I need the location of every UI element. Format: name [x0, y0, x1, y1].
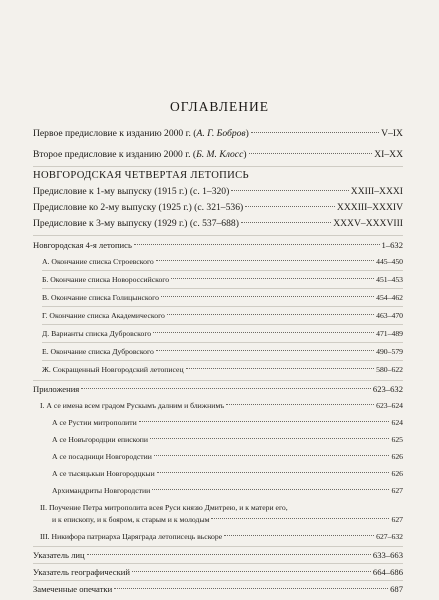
entry-page: 626 [391, 469, 403, 478]
leader-dots [249, 153, 373, 154]
leader-dots [114, 588, 388, 589]
entry-text: Б. Окончание списка Новороссийского [42, 275, 170, 284]
entry-page: V–IX [381, 128, 403, 139]
entry-page: 580–622 [376, 365, 403, 374]
entry-page: 624 [391, 418, 403, 427]
toc-subentry [52, 469, 403, 478]
entry-text: Предисловие к 1-му выпуску (1915 г.) (с. 1–320) [33, 186, 230, 197]
toc-subentry [40, 401, 403, 410]
toc-subentry [40, 532, 403, 541]
entry-page: 626 [391, 452, 403, 461]
toc-entry-second-preface [33, 149, 403, 160]
leader-dots [157, 472, 390, 473]
toc-entry-issue-3 [33, 218, 403, 229]
entry-author: А. Г. Бобров [196, 128, 246, 139]
leader-dots [156, 350, 374, 351]
toc-subentry [42, 275, 403, 284]
entry-page: 1–632 [381, 240, 403, 250]
toc-subentry [52, 435, 403, 444]
entry-text: I. А се имена всем градом Рускымъ далним и ближнимъ [40, 401, 225, 410]
toc-entry-index-persons [33, 550, 403, 560]
entry-page: 664–686 [372, 567, 403, 577]
entry-text: Замеченные опечатки [33, 584, 113, 594]
section-title: НОВГОРОДСКАЯ ЧЕТВЕРТАЯ ЛЕТОПИСЬ [33, 170, 249, 181]
divider [33, 235, 403, 236]
entry-page: 454–462 [376, 293, 403, 302]
leader-dots [186, 368, 375, 369]
entry-text: Указатель лиц [33, 550, 85, 560]
divider [33, 380, 403, 381]
leader-dots [251, 132, 379, 133]
entry-page: 623–632 [372, 384, 403, 394]
entry-text: В. Окончание списка Голицынского [42, 293, 159, 302]
entry-text: Второе предисловие к изданию 2000 г. ( [33, 149, 197, 160]
toc-entry-issue-1 [33, 186, 403, 197]
entry-close: ) [245, 128, 249, 139]
leader-dots [167, 314, 374, 315]
entry-page: XI–XX [374, 149, 403, 160]
entry-page: 627 [391, 486, 403, 495]
entry-text: Новгородская 4-я летопись [33, 240, 132, 250]
leader-dots [87, 554, 371, 555]
entry-text: Предисловие к 3-му выпуску (1929 г.) (с. 537–688) [33, 218, 239, 229]
entry-text: А. Окончание списка Строевского [42, 257, 154, 266]
divider [42, 342, 403, 343]
toc-subentry [52, 452, 403, 461]
divider [42, 324, 403, 325]
entry-text: Ж. Сокращенный Новгородский летописец [42, 365, 184, 374]
entry-text: А се посадници Новгородстии [52, 452, 152, 461]
toc-subentry [52, 486, 403, 495]
entry-text: Предисловие ко 2-му выпуску (1925 г.) (с. 321–536) [33, 202, 244, 213]
entry-page: 633–663 [372, 550, 403, 560]
entry-page: 471–489 [376, 329, 403, 338]
toc-entry-chronicle [33, 240, 403, 250]
toc-subentry [52, 515, 403, 524]
leader-dots [171, 278, 374, 279]
toc-entry-index-geo [33, 567, 403, 577]
entry-page: 625 [391, 435, 403, 444]
toc-subentry [42, 293, 403, 302]
entry-page: XXIII–XXXI [350, 186, 403, 197]
toc-entry-first-preface [33, 128, 403, 139]
toc-subentry-first-line: II. Поучение Петра митрополита всея Руси князю Дмитрею, и к матери его, [40, 503, 288, 512]
entry-page: 490–579 [376, 347, 403, 356]
entry-author: Б. М. Клосс [196, 149, 244, 160]
divider [42, 288, 403, 289]
entry-text: Е. Окончание списка Дубровского [42, 347, 154, 356]
toc-entry-appendix [33, 384, 403, 394]
entry-text: III. Никифора патриарха Царяграда летописець вьскоре [40, 532, 223, 541]
page-title: ОГЛАВЛЕНИЕ [169, 99, 270, 114]
leader-dots [153, 332, 374, 333]
toc-subentry [42, 311, 403, 320]
leader-dots [132, 571, 371, 572]
leader-dots [241, 222, 331, 223]
divider [42, 306, 403, 307]
toc-subentry [42, 365, 403, 374]
entry-text: А се Рустии митрополити [52, 418, 137, 427]
leader-dots [161, 296, 374, 297]
toc-entry-issue-2 [33, 202, 403, 213]
divider [33, 546, 403, 547]
entry-page: 627–632 [376, 532, 403, 541]
leader-dots [226, 404, 374, 405]
entry-text: Г. Окончание списка Академического [42, 311, 165, 320]
divider [33, 563, 403, 564]
entry-page: 451–453 [376, 275, 403, 284]
entry-text: и к епископу, и к бояром, к старым и к молодым [52, 515, 210, 524]
leader-dots [154, 455, 390, 456]
leader-dots [152, 489, 389, 490]
divider [42, 270, 403, 271]
leader-dots [211, 518, 389, 519]
divider [33, 580, 403, 581]
entry-text: А се тысяцькыи Новгородцкыи [52, 469, 155, 478]
entry-close: ) [243, 149, 247, 160]
toc-entry-errata [33, 584, 403, 594]
leader-dots [231, 190, 348, 191]
entry-text: Архимандриты Новгородстии [52, 486, 151, 495]
toc-subentry [42, 347, 403, 356]
leader-dots [139, 421, 390, 422]
toc-subentry [42, 329, 403, 338]
entry-text: Первое предисловие к изданию 2000 г. ( [33, 128, 197, 139]
entry-text: А се Новъгородции епископи [52, 435, 149, 444]
leader-dots [81, 388, 371, 389]
toc-subentry [42, 257, 403, 266]
divider [42, 360, 403, 361]
entry-page: 463–470 [376, 311, 403, 320]
entry-text: Приложения [33, 384, 80, 394]
entry-text: Указатель географический [33, 567, 130, 577]
entry-text: Д. Варианты списка Дубровского [42, 329, 152, 338]
leader-dots [150, 438, 389, 439]
entry-page: 623–624 [376, 401, 403, 410]
entry-page: XXXV–XXXVIII [333, 218, 403, 229]
divider [33, 166, 403, 167]
leader-dots [224, 535, 374, 536]
entry-page: XXXIII–XXXIV [336, 202, 403, 213]
leader-dots [245, 206, 335, 207]
entry-page: 627 [391, 515, 403, 524]
leader-dots [134, 244, 380, 245]
entry-page: 445–450 [376, 257, 403, 266]
toc-subentry [52, 418, 403, 427]
leader-dots [156, 260, 374, 261]
entry-page: 687 [390, 584, 403, 594]
